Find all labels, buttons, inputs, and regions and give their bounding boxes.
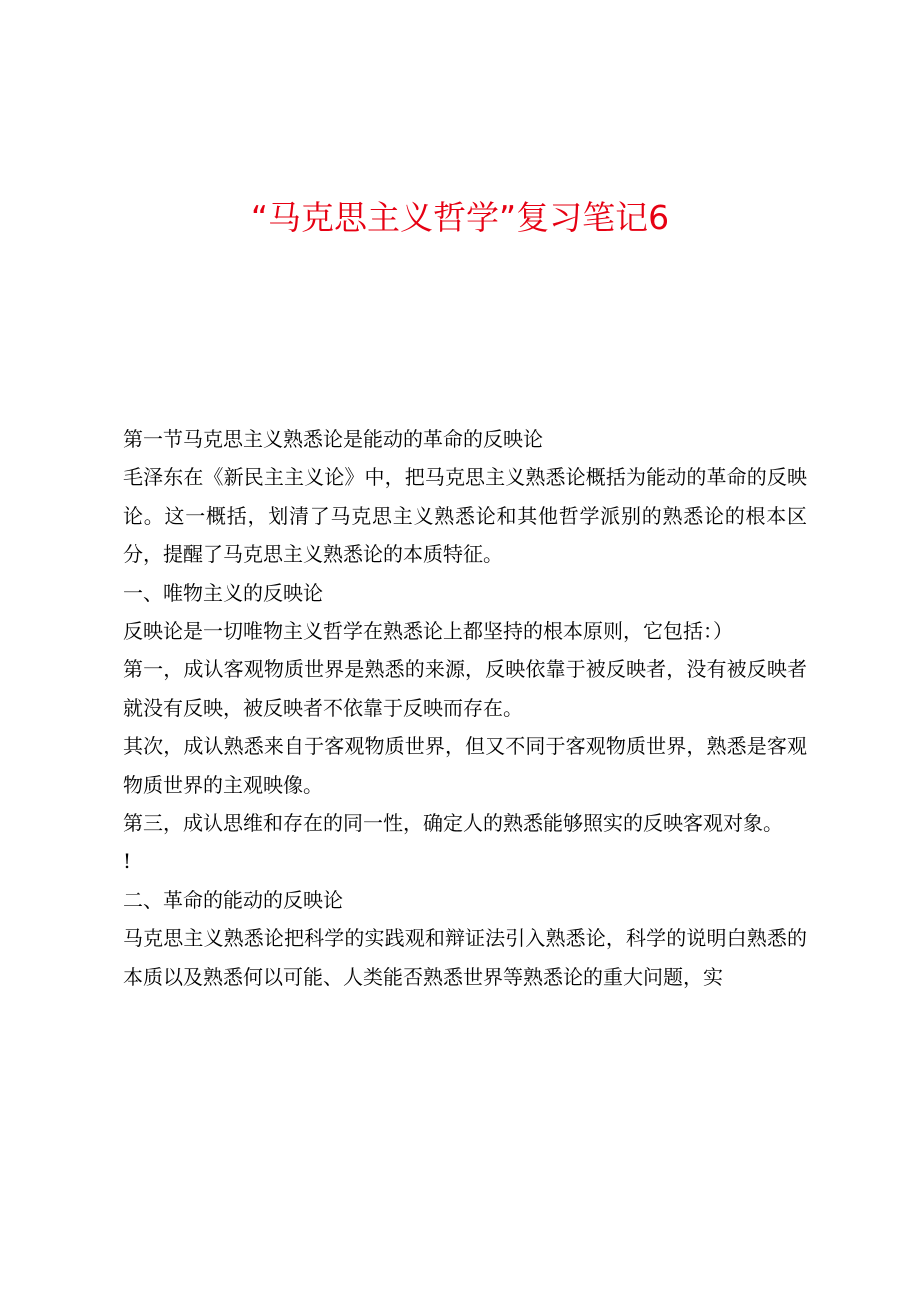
paragraph: 马克思主义熟悉论把科学的实践观和辩证法引入熟悉论，科学的说明白熟悉的本质以及熟悉何以可能、人类能否熟悉世界等熟悉论的重大问题，实 (123, 926, 807, 989)
stray-mark: ! (123, 849, 132, 874)
paragraph: 毛泽东在《新民主主义论》中，把马克思主义熟悉论概括为能动的革命的反映论。这一概括，划清了马克思主义熟悉论和其他哲学派别的熟悉论的根本区分，提醒了马克思主义熟悉论的本质特征。 (123, 465, 807, 567)
paragraph: 其次，成认熟悉来自于客观物质世界，但又不同于客观物质世界，熟悉是客观物质世界的主观映像。 (123, 734, 807, 797)
subsection-heading: 一、唯物主义的反映论 (123, 580, 323, 605)
document-title: “马克思主义哲学”复习笔记6 (250, 198, 670, 237)
document-body (123, 420, 807, 996)
section-heading: 第一节马克思主义熟悉论是能动的革命的反映论 (123, 427, 543, 451)
subsection-heading: 二、革命的能动的反映论 (123, 887, 343, 912)
paragraph: 第三，成认思维和存在的同一性，确定人的熟悉能够照实的反映客观对象。 (123, 811, 783, 836)
paragraph: 反映论是一切唯物主义哲学在熟悉论上都坚持的根本原则，它包括：） (123, 619, 733, 644)
paragraph: 第一，成认客观物质世界是熟悉的来源，反映依靠于被反映者，没有被反映者就没有反映，被反映者不依靠于反映而存在。 (123, 657, 807, 720)
